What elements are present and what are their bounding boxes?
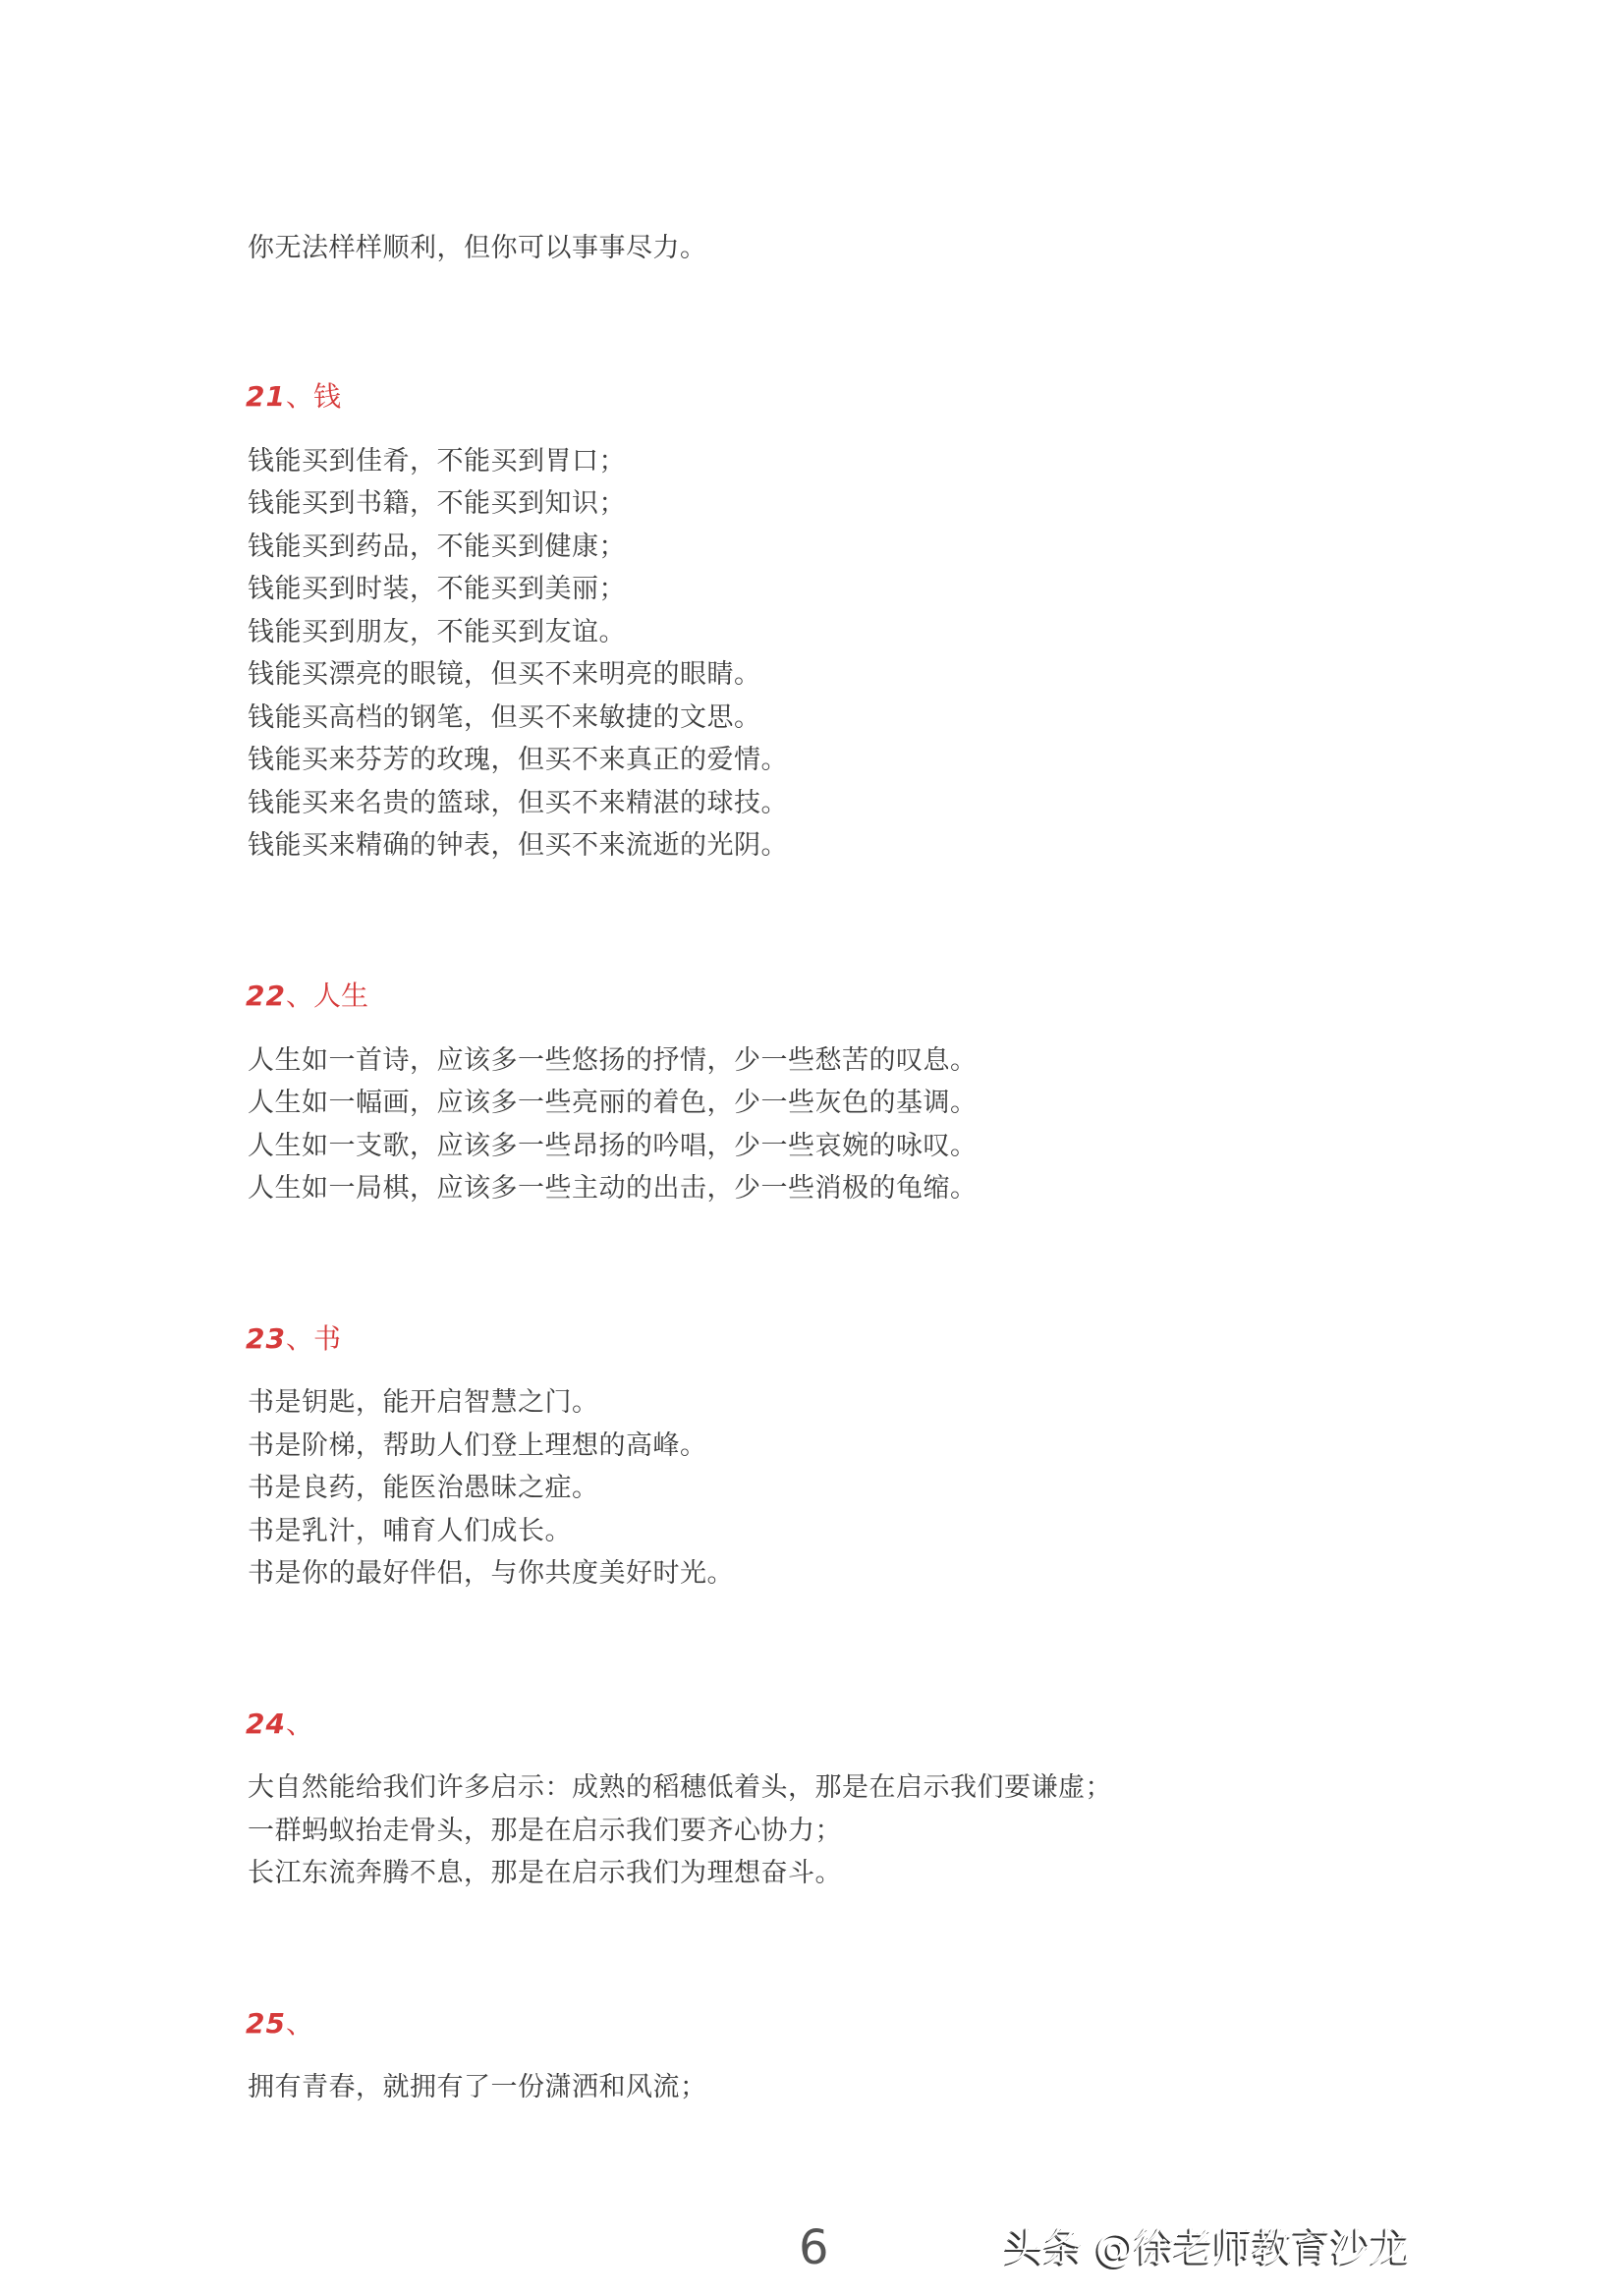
section-22-line: 人生如一幅画，应该多一些亮丽的着色，少一些灰色的基调。 xyxy=(248,1088,978,1118)
section-21-line: 钱能买漂亮的眼镜，但买不来明亮的眼睛。 xyxy=(248,659,761,690)
section-24-line: 一群蚂蚁抬走骨头，那是在启示我们要齐心协力； xyxy=(248,1816,842,1846)
section-heading-22 xyxy=(246,979,368,1014)
section-number: 22 xyxy=(246,980,286,1012)
section-number: 23 xyxy=(246,1322,286,1355)
section-heading-24 xyxy=(246,1707,313,1742)
section-24-line: 长江东流奔腾不息，那是在启示我们为理想奋斗。 xyxy=(248,1858,842,1888)
section-separator: 、 xyxy=(285,380,313,413)
section-title: 书 xyxy=(312,1322,341,1355)
watermark: 头条 @徐老师教育沙龙 xyxy=(1004,2225,1410,2270)
page-number: 6 xyxy=(799,2220,829,2275)
section-number: 24 xyxy=(246,1708,286,1740)
section-22-line: 人生如一支歌，应该多一些昂扬的吟唱，少一些哀婉的咏叹。 xyxy=(248,1131,978,1161)
section-21-line: 钱能买来名贵的篮球，但买不来精湛的球技。 xyxy=(248,788,788,818)
section-22-line: 人生如一局棋，应该多一些主动的出击，少一些消极的龟缩。 xyxy=(248,1173,978,1204)
section-separator: 、 xyxy=(285,2007,313,2040)
section-number: 21 xyxy=(246,380,286,413)
section-23-line: 书是阶梯，帮助人们登上理想的高峰。 xyxy=(248,1430,707,1461)
section-title: 钱 xyxy=(312,380,341,413)
section-21-line: 钱能买来芬芳的玫瑰，但买不来真正的爱情。 xyxy=(248,745,788,775)
section-number: 25 xyxy=(246,2007,286,2040)
section-separator: 、 xyxy=(285,1708,313,1740)
intro-line: 你无法样样顺利，但你可以事事尽力。 xyxy=(248,233,707,263)
section-21-line: 钱能买到药品，不能买到健康； xyxy=(248,532,626,562)
section-21-line: 钱能买高档的钢笔，但买不来敏捷的文思。 xyxy=(248,702,761,733)
section-23-line: 书是乳汁，哺育人们成长。 xyxy=(248,1516,572,1546)
section-separator: 、 xyxy=(285,980,313,1012)
section-25-line: 拥有青春，就拥有了一份潇洒和风流； xyxy=(248,2072,707,2102)
section-21-line: 钱能买到时装，不能买到美丽； xyxy=(248,574,626,604)
section-title: 人生 xyxy=(312,980,368,1012)
section-21-line: 钱能买来精确的钟表，但买不来流逝的光阴。 xyxy=(248,830,788,861)
section-heading-25 xyxy=(246,2006,313,2042)
section-heading-21 xyxy=(246,379,341,415)
section-22-line: 人生如一首诗，应该多一些悠扬的抒情，少一些愁苦的叹息。 xyxy=(248,1045,978,1076)
section-21-line: 钱能买到书籍，不能买到知识； xyxy=(248,488,626,519)
section-21-line: 钱能买到佳肴，不能买到胃口； xyxy=(248,446,626,476)
section-23-line: 书是钥匙，能开启智慧之门。 xyxy=(248,1387,599,1418)
section-23-line: 书是你的最好伴侣，与你共度美好时光。 xyxy=(248,1558,734,1589)
section-separator: 、 xyxy=(285,1322,313,1355)
section-24-line: 大自然能给我们许多启示：成熟的稻穗低着头，那是在启示我们要谦虚； xyxy=(248,1772,1112,1803)
section-heading-23 xyxy=(246,1321,341,1357)
section-23-line: 书是良药，能医治愚昧之症。 xyxy=(248,1473,599,1503)
section-21-line: 钱能买到朋友，不能买到友谊。 xyxy=(248,617,626,647)
